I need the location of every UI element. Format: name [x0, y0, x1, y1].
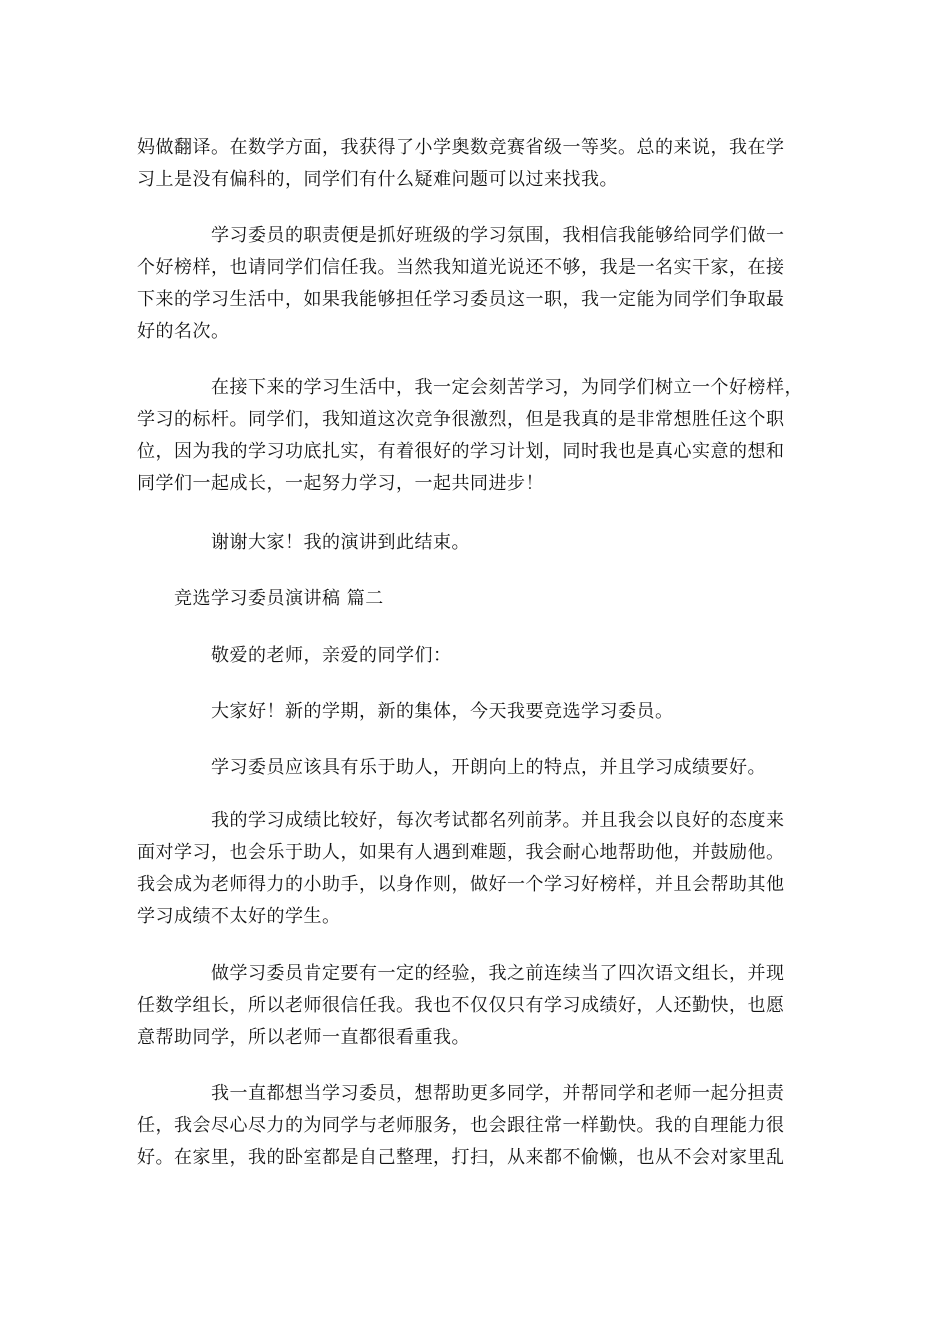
- paragraph-line: 同学们一起成长，一起努力学习，一起共同进步！: [137, 473, 544, 494]
- paragraph-line: 我一直都想当学习委员，想帮助更多同学，并帮同学和老师一起分担责: [211, 1083, 785, 1104]
- paragraph-line: 好的名次。: [137, 321, 230, 342]
- paragraph-line: 做学习委员肯定要有一定的经验，我之前连续当了四次语文组长，并现: [211, 963, 785, 984]
- paragraph-aspiration: [137, 1078, 817, 1174]
- paragraph-line: 我的学习成绩比较好，每次考试都名列前茅。并且我会以良好的态度来: [211, 810, 785, 831]
- paragraph-closing: [137, 527, 817, 559]
- paragraph-line: 任，我会尽心尽力的为同学与老师服务，也会跟往常一样勤快。我的自理能力很: [137, 1115, 785, 1136]
- paragraph-line: 在接下来的学习生活中，我一定会刻苦学习，为同学们树立一个好榜样，: [211, 377, 803, 398]
- paragraph-line: 学习成绩不太好的学生。: [137, 906, 341, 927]
- paragraph-continuation: [137, 132, 817, 196]
- paragraph-line: 意帮助同学，所以老师一直都很看重我。: [137, 1027, 470, 1048]
- paragraph-line: 习上是没有偏科的，同学们有什么疑难问题可以过来找我。: [137, 169, 618, 190]
- paragraph-line: 谢谢大家！我的演讲到此结束。: [211, 532, 470, 553]
- paragraph-line: 学习委员的职责便是抓好班级的学习氛围，我相信我能够给同学们做一: [211, 225, 785, 246]
- paragraph-qualities: [137, 752, 817, 784]
- paragraph-line: 个好榜样，也请同学们信任我。当然我知道光说还不够，我是一名实干家，在接: [137, 257, 785, 278]
- paragraph-line: 面对学习，也会乐于助人，如果有人遇到难题，我会耐心地帮助他，并鼓励他。: [137, 842, 785, 863]
- section-heading: [137, 583, 817, 615]
- paragraph-line: 任数学组长，所以老师很信任我。我也不仅仅只有学习成绩好，人还勤快，也愿: [137, 995, 785, 1016]
- paragraph-line: 下来的学习生活中，如果我能够担任学习委员这一职，我一定能为同学们争取最: [137, 289, 785, 310]
- paragraph-experience: [137, 958, 817, 1054]
- paragraph-line: 学习的标杆。同学们，我知道这次竞争很激烈，但是我真的是非常想胜任这个职: [137, 409, 785, 430]
- paragraph-line: 妈做翻译。在数学方面，我获得了小学奥数竞赛省级一等奖。总的来说，我在学: [137, 137, 785, 158]
- paragraph-greeting: [137, 640, 817, 672]
- paragraph-grades: [137, 805, 817, 933]
- paragraph-hello: [137, 696, 817, 728]
- paragraph-line: 好。在家里，我的卧室都是自己整理，打扫，从来都不偷懒，也从不会对家里乱: [137, 1147, 785, 1168]
- section-title: 竞选学习委员演讲稿 篇二: [174, 588, 384, 609]
- paragraph-line: 我会成为老师得力的小助手，以身作则，做好一个学习好榜样，并且会帮助其他: [137, 874, 785, 895]
- paragraph-line: 敬爱的老师，亲爱的同学们：: [211, 645, 452, 666]
- paragraph-commitment: [137, 372, 817, 500]
- paragraph-duties: [137, 220, 817, 348]
- paragraph-line: 学习委员应该具有乐于助人，开朗向上的特点，并且学习成绩要好。: [211, 757, 766, 778]
- paragraph-line: 大家好！新的学期，新的集体，今天我要竞选学习委员。: [211, 701, 674, 722]
- paragraph-line: 位，因为我的学习功底扎实，有着很好的学习计划，同时我也是真心实意的想和: [137, 441, 785, 462]
